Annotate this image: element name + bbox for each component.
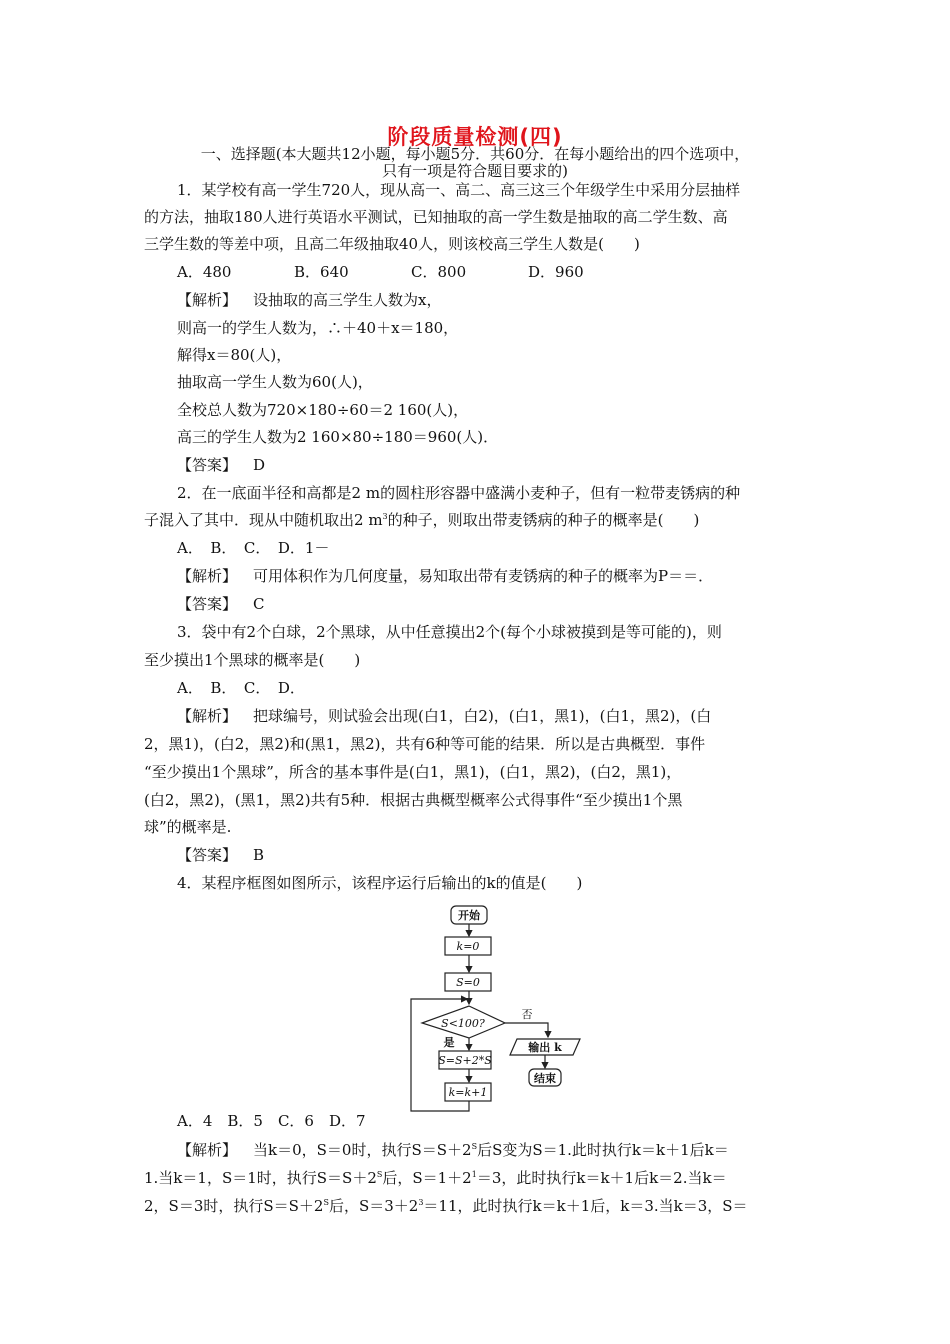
q1-analysis bbox=[177, 291, 441, 309]
q3-analysis-line4: (白2，黑2)，(黑1，黑2)共有5种．根据古典概型概率公式得事件“至少摸出1个黑 bbox=[144, 791, 683, 809]
q1-option-a: A．480 bbox=[177, 263, 232, 281]
q2-answer-value: C bbox=[253, 595, 265, 613]
flow-update-k: k=k+1 bbox=[448, 1086, 488, 1099]
q1-analysis-line2: 则高一的学生人数为，∴＋40＋x＝180， bbox=[177, 319, 459, 337]
q3-stem-line1: 3．袋中有2个白球，2个黑球，从中任意摸出2个(每个小球被摸到是等可能的)，则 bbox=[177, 623, 722, 641]
q1-option-d: D．960 bbox=[528, 263, 584, 281]
q1-stem-line2: 的方法，抽取180人进行英语水平测试，已知抽取的高一学生数是抽取的高二学生数、高 bbox=[144, 208, 728, 226]
q3-answer bbox=[177, 846, 264, 864]
q1-answer-value: D bbox=[253, 456, 266, 474]
q3-analysis: 【解析】 把球编号，则试验会出现(白1，白2)，(白1，黑1)，(白1，黑2)，(白 bbox=[177, 707, 712, 725]
q2-options: A． B． C． D．1－ bbox=[177, 539, 330, 557]
answer-label: 【答案】 bbox=[177, 595, 238, 613]
q4-analysis: 【解析】 当k＝0，S＝0时，执行$S=S+2^S$后S变为S＝1.此时执行k＝k＋1后k＝ bbox=[177, 1141, 729, 1159]
q1-option-b: B．640 bbox=[294, 263, 349, 281]
q4-analysis-line3: 2，S＝3时，执行$S=S+2^S$后，$S=3+2^3=11$，此时执行k＝k＋1后，k＝3.当k＝3，S＝ bbox=[144, 1197, 748, 1215]
q4-options: A．4 B．5 C．6 D．7 bbox=[177, 1112, 366, 1130]
q1-options bbox=[177, 263, 584, 281]
q3-analysis-line2: 2，黑1)，(白2，黑2)和(黑1，黑2)，共有6种等可能的结果．所以是古典概型．事件 bbox=[144, 735, 706, 753]
q1-option-c: C．800 bbox=[411, 263, 467, 281]
flow-init-s: S=0 bbox=[456, 976, 480, 989]
answer-label: 【答案】 bbox=[177, 456, 238, 474]
flow-start-label: 开始 bbox=[458, 909, 480, 922]
section-heading-line1: 一、选择题(本大题共12小题，每小题5分．共60分．在每小题给出的四个选项中， bbox=[200, 145, 750, 163]
q1-analysis-line1: 设抽取的高三学生人数为x， bbox=[253, 291, 442, 309]
answer-label: 【答案】 bbox=[177, 846, 238, 864]
flow-init-k: k=0 bbox=[456, 940, 480, 953]
flow-output: 输出 k bbox=[528, 1041, 562, 1054]
q1-analysis-line3: 解得x＝80(人)， bbox=[177, 346, 292, 364]
analysis-label: 【解析】 bbox=[177, 707, 238, 725]
flow-update-s: S=S+2*S bbox=[438, 1054, 492, 1067]
flow-end-label: 结束 bbox=[534, 1072, 556, 1085]
q2-stem-line1: 2．在一底面半径和高都是2 m的圆柱形容器中盛满小麦种子，但有一粒带麦锈病的种 bbox=[177, 484, 741, 502]
document-title: 阶段质量检测(四) bbox=[387, 125, 563, 149]
q1-analysis-line4: 抽取高一学生人数为60(人)， bbox=[177, 373, 373, 391]
q1-analysis-line6: 高三的学生人数为2 160×80÷180＝960(人)． bbox=[177, 428, 499, 446]
q3-stem-line2: 至少摸出1个黑球的概率是( ) bbox=[144, 651, 361, 669]
q3-analysis-line3: “至少摸出1个黑球”，所含的基本事件是(白1，黑1)，(白1，黑2)，(白2，黑1)， bbox=[144, 763, 682, 781]
program-flowchart bbox=[405, 900, 595, 1115]
q1-stem-line1: 1．某学校有高一学生720人，现从高一、高二、高三这三个年级学生中采用分层抽样 bbox=[177, 181, 741, 199]
q4-stem-line1: 4．某程序框图如图所示，该程序运行后输出的k的值是( ) bbox=[177, 874, 583, 892]
q1-analysis-line5: 全校总人数为720×180÷60＝2 160(人)， bbox=[177, 401, 469, 419]
q2-answer bbox=[177, 595, 265, 613]
section-heading-line2: 只有一项是符合题目要求的) bbox=[382, 162, 568, 180]
q1-stem-line3: 三学生数的等差中项，且高二年级抽取40人，则该校高三学生人数是( ) bbox=[144, 235, 640, 253]
flow-no-label: 否 bbox=[521, 1008, 533, 1021]
analysis-label: 【解析】 bbox=[177, 1141, 238, 1159]
q3-answer-value: B bbox=[253, 846, 265, 864]
q2-stem-line2: 子混入了其中．现从中随机取出2 $m^3$的种子，则取出带麦锈病的种子的概率是( ) bbox=[144, 511, 700, 529]
q3-analysis-line5: 球”的概率是. bbox=[144, 818, 232, 836]
q1-answer bbox=[177, 456, 265, 474]
q2-analysis: 【解析】 可用体积作为几何度量，易知取出带有麦锈病的种子的概率为P＝＝． bbox=[177, 567, 714, 585]
flow-condition: S<100? bbox=[441, 1017, 485, 1030]
q4-analysis-line2: 1.当k＝1，S＝1时，执行$S=S+2^S$后，$S=1+2^1=3$，此时执行k＝k＋1后k＝2.当k＝ bbox=[144, 1169, 727, 1187]
flow-yes-label: 是 bbox=[443, 1036, 455, 1049]
analysis-label: 【解析】 bbox=[177, 291, 238, 309]
q3-options: A． B． C． D． bbox=[177, 679, 305, 697]
analysis-label: 【解析】 bbox=[177, 567, 238, 585]
